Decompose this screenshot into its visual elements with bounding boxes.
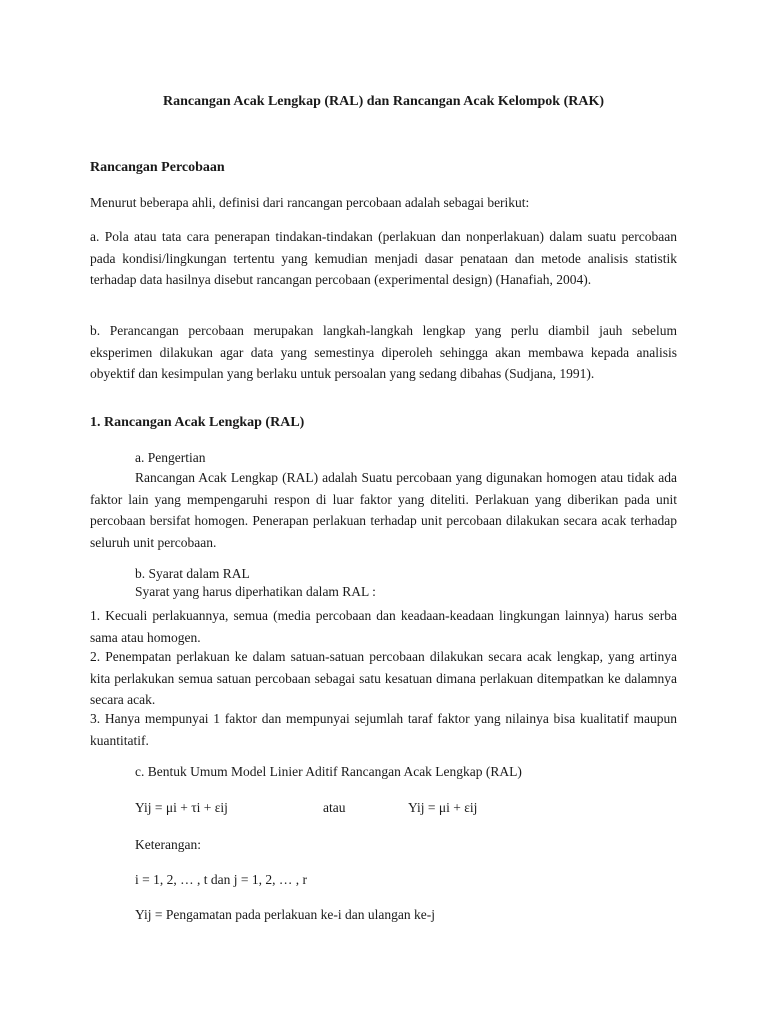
section-heading: Rancangan Percobaan	[90, 160, 225, 175]
formula-or: atau	[323, 800, 346, 815]
syarat-item-3: 3. Hanya mempunyai 1 faktor dan mempunyai sejumlah taraf faktor yang nilainya bisa kualitatif maupun kuantitatif.	[90, 711, 677, 748]
formula-short: Yij = μi + εij	[408, 800, 478, 815]
subheading-syarat: b. Syarat dalam RAL	[135, 566, 250, 581]
formula-full: Yij = μi + τi + εij	[135, 800, 228, 815]
syarat-item-1: 1. Kecuali perlakuannya, semua (media percobaan dan keadaan-keadaan lingkungan lainnya) harus serba sama atau homogen.	[90, 608, 677, 645]
pengertian-text: Rancangan Acak Lengkap (RAL) adalah Suatu percobaan yang digunakan homogen atau tidak ada faktor lain yang mempengaruhi respon di luar faktor yang diteliti. Perlakuan yang diberikan pada unit percobaan bersifat homogen. Penerapan perlakuan terhadap unit percobaan dilakukan secara acak terhadap seluruh unit percobaan.	[90, 470, 677, 550]
ral-heading: 1. Rancangan Acak Lengkap (RAL)	[90, 415, 305, 430]
intro-paragraph: Menurut beberapa ahli, definisi dari rancangan percobaan adalah sebagai berikut:	[90, 195, 530, 210]
keterangan-label: Keterangan:	[135, 837, 201, 852]
document-title: Rancangan Acak Lengkap (RAL) dan Rancangan Acak Kelompok (RAK)	[162, 94, 605, 109]
yij-definition: Yij = Pengamatan pada perlakuan ke-i dan ulangan ke-j	[135, 907, 436, 922]
definition-b: b. Perancangan percobaan merupakan langkah-langkah lengkap yang perlu diambil jauh sebelum eksperimen dilakukan agar data yang semestinya diperoleh sehingga akan membawa kepada analisis obyektif dan kesimpulan yang berlaku untuk persoalan yang sedang dibahas (Sudjana, 1991).	[90, 323, 677, 381]
subheading-pengertian: a. Pengertian	[135, 450, 206, 465]
index-ranges: i = 1, 2, … , t dan j = 1, 2, … , r	[135, 872, 307, 887]
definition-a: a. Pola atau tata cara penerapan tindakan-tindakan (perlakuan dan nonperlakuan) dalam suatu percobaan pada kondisi/lingkungan tertentu yang kemudian menjadi dasar penataan dan metode analisis statistik terhadap data hasilnya disebut rancangan percobaan (experimental design) (Hanafiah, 2004).	[90, 229, 677, 287]
subheading-model: c. Bentuk Umum Model Linier Aditif Rancangan Acak Lengkap (RAL)	[135, 764, 522, 779]
syarat-intro: Syarat yang harus diperhatikan dalam RAL :	[135, 584, 376, 599]
syarat-item-2: 2. Penempatan perlakuan ke dalam satuan-satuan percobaan dilakukan secara acak lengkap, yang artinya kita perlakukan semua satuan percobaan sebagai satu kesatuan dimana perlakuan ditempatkan ke dalamnya secara acak.	[90, 649, 677, 707]
formula-row	[90, 800, 677, 820]
